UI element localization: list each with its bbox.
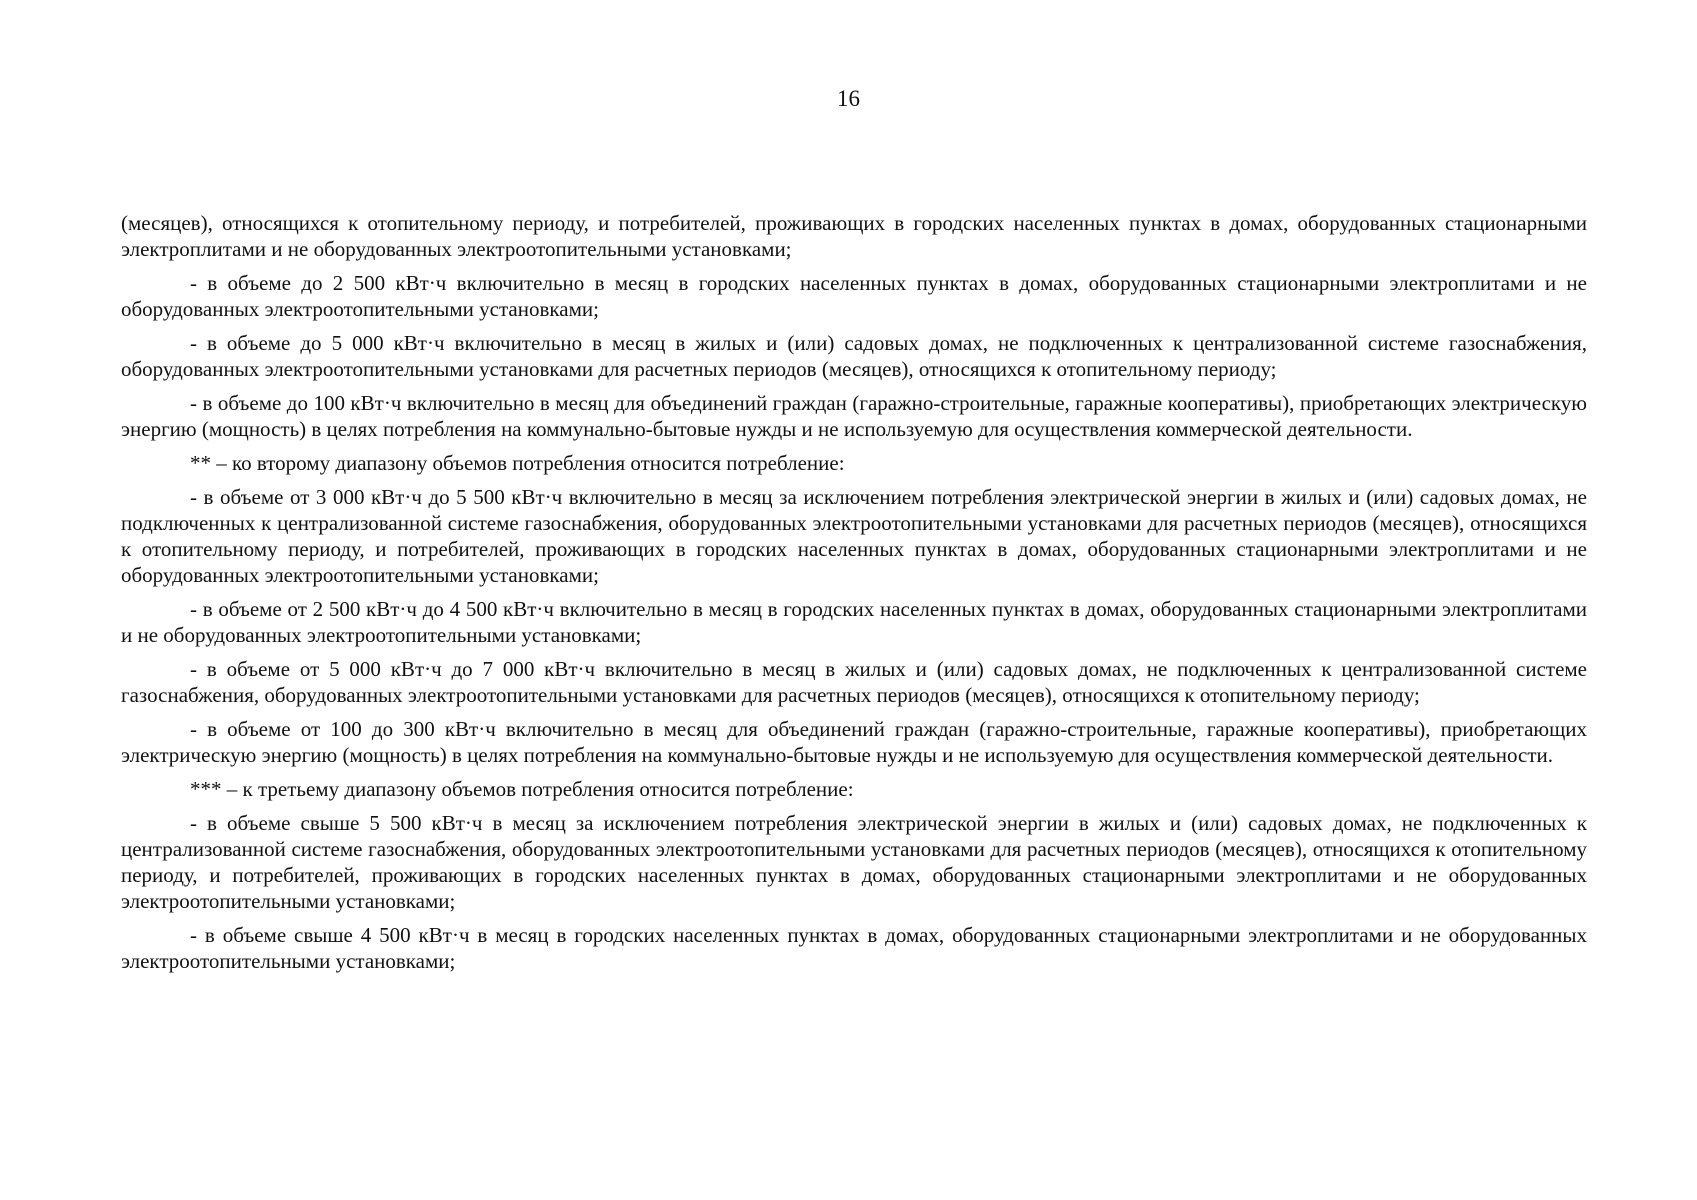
paragraph-third-range-heading: *** – к третьему диапазону объемов потребления относится потребление:	[190, 777, 854, 801]
paragraph-continuation: (месяцев), относящихся к отопительному периоду, и потребителей, проживающих в городских населенных пунктах в домах, оборудованных стационарными электроплитами и не оборудованных электроотопительными установками;	[121, 211, 1587, 261]
paragraph-range1-heating-item: - в объеме до 5 000 кВт·ч включительно в месяц в жилых и (или) садовых домах, не подключенных к централизованной системе газоснабжения, оборудованных электроотопительными установками для расчетных периодов (месяцев), относящихся к отопительному периоду;	[121, 331, 1587, 381]
paragraph-range1-garage-item: - в объеме до 100 кВт·ч включительно в месяц для объединений граждан (гаражно-строительные, гаражные кооперативы), приобретающих электрическую энергию (мощность) в целях потребления на коммунально-бытовые нужды и не используемую для осуществления коммерческой деятельности.	[121, 391, 1587, 441]
paragraph-range3-general-item: - в объеме свыше 5 500 кВт·ч в месяц за исключением потребления электрической энергии в жилых и (или) садовых домах, не подключенных к централизованной системе газоснабжения, оборудованных электроотопительными установками для расчетных периодов (месяцев), относящихся к отопительному периоду, и потребителей, проживающих в городских населенных пунктах в домах, оборудованных стационарными электроплитами и не оборудованных электроотопительными установками;	[121, 811, 1587, 913]
document-body	[121, 210, 1587, 982]
paragraph-range2-general-item: - в объеме от 3 000 кВт·ч до 5 500 кВт·ч включительно в месяц за исключением потребления электрической энергии в жилых и (или) садовых домах, не подключенных к централизованной системе газоснабжения, оборудованных электроотопительными установками для расчетных периодов (месяцев), относящихся к отопительному периоду, и потребителей, проживающих в городских населенных пунктах в домах, оборудованных стационарными электроплитами и не оборудованных электроотопительными установками;	[121, 485, 1587, 587]
paragraph-range2-urban-item: - в объеме от 2 500 кВт·ч до 4 500 кВт·ч включительно в месяц в городских населенных пунктах в домах, оборудованных стационарными электроплитами и не оборудованных электроотопительными установками;	[121, 597, 1587, 647]
paragraph-second-range-heading: ** – ко второму диапазону объемов потребления относится потребление:	[190, 451, 845, 475]
paragraph-range2-heating-item: - в объеме от 5 000 кВт·ч до 7 000 кВт·ч включительно в месяц в жилых и (или) садовых домах, не подключенных к централизованной системе газоснабжения, оборудованных электроотопительными установками для расчетных периодов (месяцев), относящихся к отопительному периоду;	[121, 657, 1587, 707]
paragraph-range1-urban-item: - в объеме до 2 500 кВт·ч включительно в месяц в городских населенных пунктах в домах, оборудованных стационарными электроплитами и не оборудованных электроотопительными установками;	[121, 271, 1587, 321]
paragraph-range3-urban-item: - в объеме свыше 4 500 кВт·ч в месяц в городских населенных пунктах в домах, оборудованных стационарными электроплитами и не оборудованных электроотопительными установками;	[121, 923, 1587, 973]
paragraph-range2-garage-item: - в объеме от 100 до 300 кВт·ч включительно в месяц для объединений граждан (гаражно-строительные, гаражные кооперативы), приобретающих электрическую энергию (мощность) в целях потребления на коммунально-бытовые нужды и не используемую для осуществления коммерческой деятельности.	[121, 717, 1587, 767]
page-number: 16	[837, 86, 860, 111]
